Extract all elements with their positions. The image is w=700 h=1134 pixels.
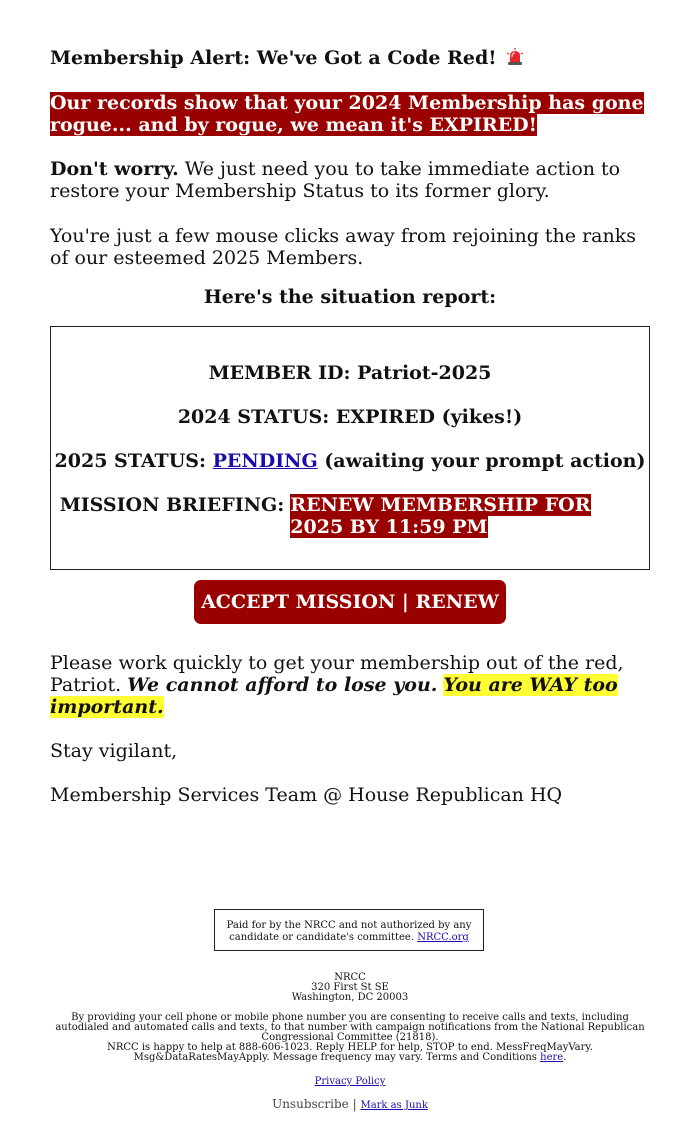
unsubscribe-link[interactable]: Unsubscribe [272, 1097, 349, 1111]
privacy-policy-link[interactable]: Privacy Policy [314, 1076, 386, 1087]
closing-text: Please work quickly to get your membership out of the red, Patriot. [50, 652, 624, 696]
mark-as-junk-link[interactable]: Mark as Junk [360, 1100, 428, 1111]
separator: | [352, 1097, 357, 1111]
status-2025-line [51, 450, 649, 472]
mission-briefing-line [51, 494, 649, 538]
street-address: 320 First St SE [311, 982, 389, 993]
email-title-text: Membership Alert: We've Got a Code Red! [50, 47, 497, 69]
status-2024-line: 2024 STATUS: EXPIRED (yikes!) [177, 406, 523, 428]
briefing-label: MISSION BRIEFING: [59, 494, 285, 516]
expired-notice [50, 92, 650, 136]
signoff: Stay vigilant, [50, 740, 178, 762]
privacy-line [50, 1077, 650, 1087]
signature: Membership Services Team @ House Republican HQ [50, 784, 563, 806]
help-body: NRCC is happy to help at 888-606-1023. Reply HELP for help, STOP to end. MessFreqMayVary. Msg&DataRatesMayApply. Message frequency may vary. Terms and Conditions [107, 1042, 593, 1063]
nrcc-org-link[interactable]: NRCC.org [417, 932, 469, 943]
status-2025-suffix: (awaiting your prompt action) [317, 450, 646, 472]
briefing-value-wrap [290, 494, 640, 538]
city-address: Washington, DC 20003 [291, 992, 409, 1003]
pending-link[interactable]: PENDING [212, 450, 318, 472]
mailing-address [50, 973, 650, 1003]
expired-notice-text: Our records show that your 2024 Membership has gone rogue... and by rogue, we mean it's EXPIRED! [50, 92, 644, 136]
terms-here-link[interactable]: here [540, 1052, 564, 1063]
closing-highlight: You are WAY too important. [50, 674, 618, 718]
dont-worry-text: We just need you to take immediate action to restore your Membership Status to its former glory. [50, 158, 621, 202]
help-end: . [563, 1052, 567, 1063]
siren-icon [506, 47, 524, 65]
situation-heading: Here's the situation report: [203, 286, 497, 308]
closing-bold: We cannot afford to lose you. [127, 674, 438, 696]
rejoin-paragraph: You're just a few mouse clicks away from rejoining the ranks of our esteemed 2025 Members. [50, 225, 636, 269]
email-title [50, 45, 524, 71]
org-name: NRCC [334, 972, 366, 983]
closing-paragraph [50, 652, 650, 718]
status-2025-label: 2025 STATUS: [54, 450, 213, 472]
member-id-line: MEMBER ID: Patriot-2025 [208, 362, 492, 384]
situation-report-box [50, 326, 650, 570]
unsubscribe-line [50, 1097, 650, 1113]
disclaimer-text: Paid for by the NRCC and not authorized by any candidate or candidate's committee. [226, 920, 472, 943]
dont-worry-paragraph [50, 158, 650, 202]
dont-worry-bold: Don't worry. [50, 158, 179, 180]
sms-consent-text: By providing your cell phone or mobile phone number you are consenting to receive calls and texts, including autodialed and automated calls and texts, to that number with campaign notifications from the National Republican Congressional Committee (21818). [55, 1012, 645, 1043]
briefing-value: RENEW MEMBERSHIP FOR 2025 BY 11:59 PM [290, 494, 591, 538]
accept-mission-renew-button[interactable]: ACCEPT MISSION | RENEW [194, 580, 506, 624]
paid-for-disclaimer [214, 909, 484, 951]
help-text [50, 1043, 650, 1063]
